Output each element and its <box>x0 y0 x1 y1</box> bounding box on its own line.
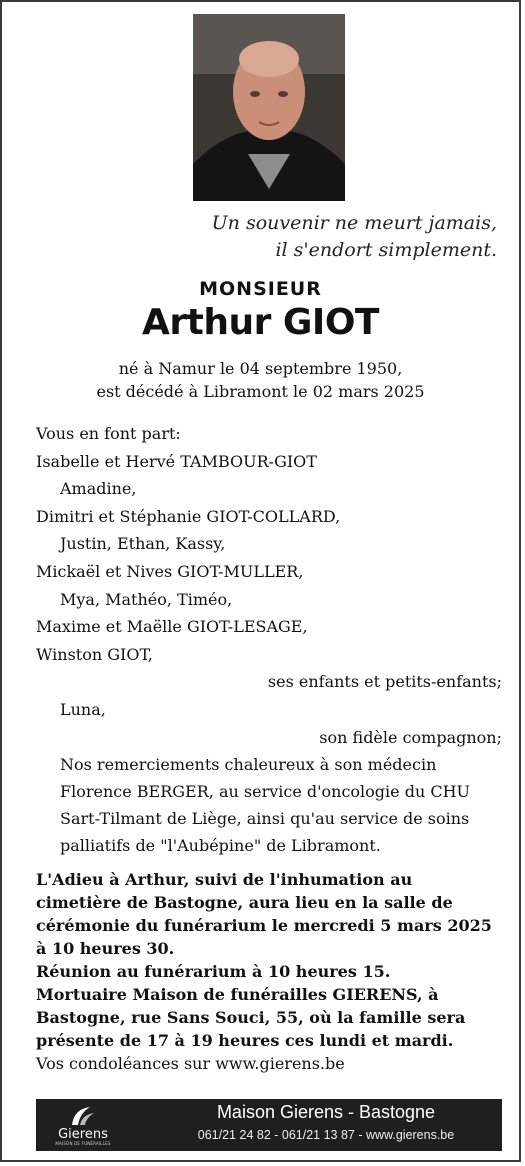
family-line: Maxime et Maëlle GIOT-LESAGE, <box>36 617 308 637</box>
deceased-name: Arthur GIOT <box>142 302 379 343</box>
portrait-illustration <box>193 14 345 201</box>
meeting-text: Réunion au funérarium à 10 heures 15. <box>36 962 391 981</box>
memorial-quote <box>212 210 497 264</box>
family-line: Amadine, <box>60 479 137 499</box>
logo-text: Gierens <box>58 1127 108 1142</box>
gierens-logo <box>48 1105 118 1147</box>
funeral-home-title: Maison Gierens - Bastogne <box>216 1102 436 1122</box>
thanks-paragraph: Nos remerciements chaleureux à son médecin Florence BERGER, au service d'oncologie du CHU Sart-Tilmant de Liège, ainsi qu'au service de soins palliatifs de "l'Aubépine" de Libramont. <box>60 755 471 856</box>
quote-line-1: Un souvenir ne meurt jamais, <box>211 212 497 234</box>
logo-subtext: MAISON DE FUNÉRAILLES <box>55 1141 111 1146</box>
children-caption: ses enfants et petits-enfants; <box>267 672 502 692</box>
condolences-text: Vos condoléances sur www.gierens.be <box>36 1054 345 1073</box>
family-line: Dimitri et Stéphanie GIOT-COLLARD, <box>36 506 341 526</box>
mortuary-text: Mortuaire Maison de funérailles GIERENS, à Bastogne, rue Sans Souci, 55, où la famille sera présente de 17 à 19 heures ces lundi et mardi. <box>36 985 466 1050</box>
family-line: Mickaël et Nives GIOT-MULLER, <box>36 561 304 581</box>
family-line: Justin, Ethan, Kassy, <box>60 534 226 554</box>
family-line: Isabelle et Hervé TAMBOUR-GIOT <box>36 451 317 471</box>
adieu-text: L'Adieu à Arthur, suivi de l'inhumation au cimetière de Bastogne, aura lieu en la salle de cérémonie du funérarium le mercredi 5 mars 2025 à 10 heures 30. <box>36 870 492 958</box>
death-info: est décédé à Libramont le 02 mars 2025 <box>96 382 425 401</box>
family-line: Winston GIOT, <box>36 644 153 664</box>
funeral-home-banner <box>36 1099 502 1151</box>
birth-info: né à Namur le 04 septembre 1950, <box>118 359 403 378</box>
companion-caption: son fidèle compagnon; <box>319 727 502 747</box>
ceremony-info <box>36 868 502 1075</box>
quote-line-2: il s'endort simplement. <box>275 239 497 261</box>
funeral-home-contact: 061/21 24 82 - 061/21 13 87 - www.gierens.be <box>197 1128 455 1142</box>
announcement-intro: Vous en font part: <box>36 424 181 443</box>
logo-mark-icon <box>70 1105 96 1127</box>
honorific: MONSIEUR <box>199 278 322 300</box>
announcement-body <box>36 420 502 859</box>
family-line: Mya, Mathéo, Timéo, <box>60 589 233 609</box>
companion-name: Luna, <box>60 699 106 719</box>
portrait-photo <box>193 14 345 201</box>
life-dates <box>2 357 519 403</box>
